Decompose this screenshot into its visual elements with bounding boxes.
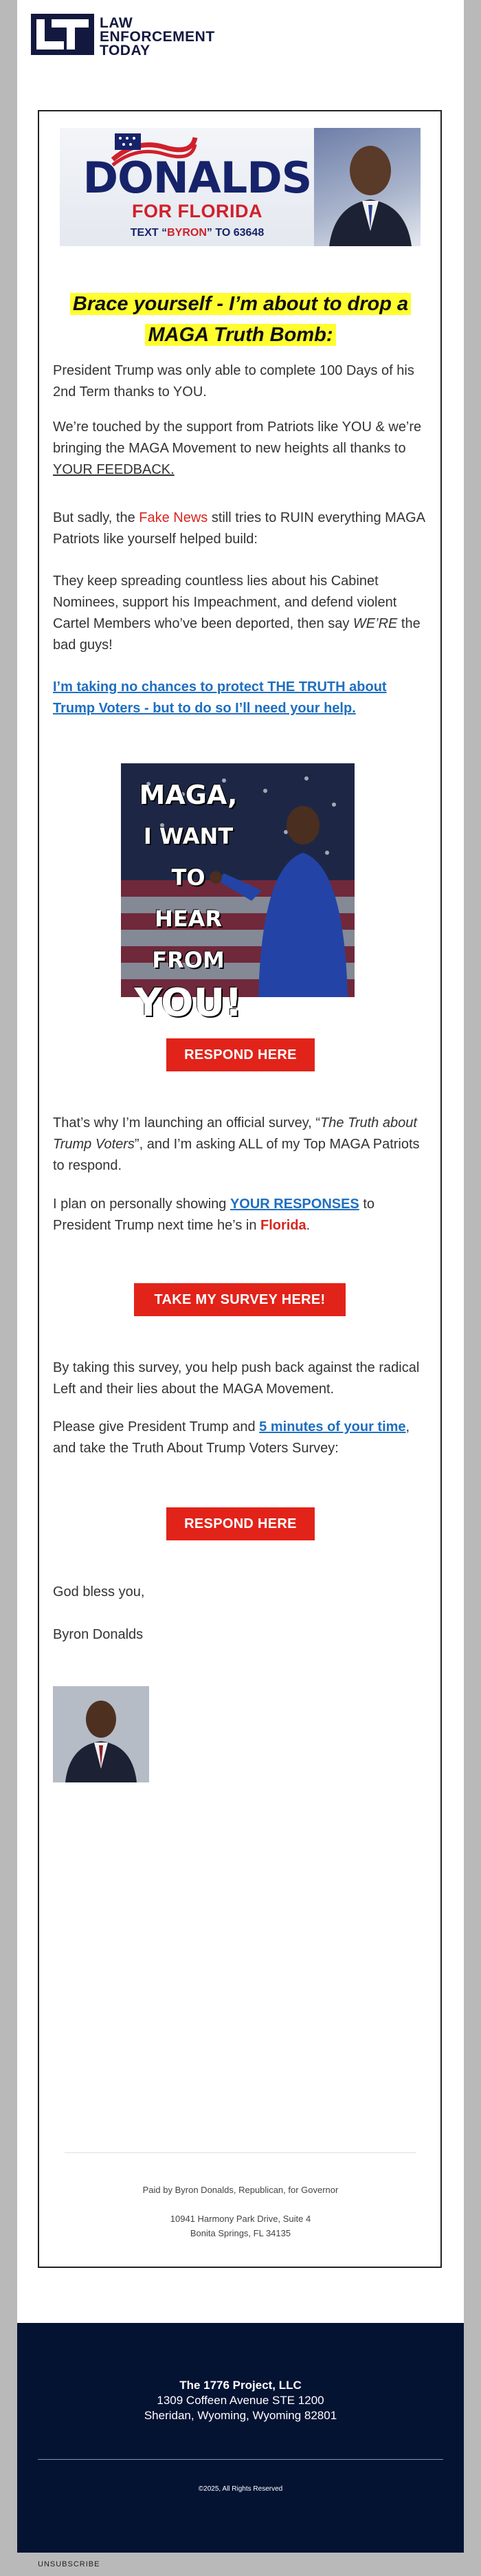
banner-text-keyword: BYRON — [167, 227, 207, 239]
paragraph-3-post: still tries to RUIN everything MAGA Patriots like yourself helped build: — [53, 510, 425, 547]
email-sheet — [17, 0, 464, 2576]
box-address-line-2: Bonita Springs, FL 34135 — [190, 2228, 291, 2238]
unsubscribe-bar — [17, 2553, 464, 2576]
box-address-line-1: 10941 Harmony Park Drive, Suite 4 — [170, 2214, 311, 2224]
paragraph-7-mid: to President Trump next time he’s in — [53, 1197, 375, 1233]
poster-line-4: FROM — [152, 947, 225, 973]
paragraph-6-pre: That’s why I’m launching an official survey, “ — [53, 1115, 321, 1131]
banner-text-cta — [74, 227, 321, 239]
paid-by-text: Paid by Byron Donalds, Republican, for Governor — [142, 2185, 339, 2195]
paragraph-2-text: We’re touched by the support from Patriots like YOU & we’re bringing the MAGA Movement to new heights all thanks to — [53, 419, 422, 456]
person-portrait-icon — [314, 128, 421, 246]
respond-here-button-1[interactable]: RESPOND HERE — [166, 1038, 315, 1071]
respond-here-button-2[interactable]: RESPOND HERE — [166, 1507, 315, 1540]
five-minutes-link[interactable]: 5 minutes of your time — [259, 1419, 406, 1434]
donalds-banner[interactable] — [60, 128, 421, 246]
footer-rule — [38, 2459, 443, 2460]
poster-line-2: I WANT TO — [143, 823, 234, 891]
headline — [53, 289, 428, 351]
byron-donalds-headshot — [53, 1686, 149, 1782]
florida-text: Florida — [260, 1218, 306, 1233]
paragraph-6 — [53, 1113, 428, 1177]
paragraph-8: By taking this survey, you help push back against the radical Left and their lies about the MAGA Movement. — [53, 1360, 420, 1397]
paragraph-7 — [53, 1194, 428, 1236]
unsubscribe-link[interactable]: UNSUBSCRIBE — [38, 2560, 100, 2568]
paragraph-6-post: ”, and I’m asking ALL of my Top MAGA Patriots to respond. — [53, 1137, 420, 1173]
banner-text-prefix: TEXT “ — [130, 227, 168, 239]
paragraph-3 — [53, 507, 428, 550]
org-address-line-1: 1309 Coffeen Avenue STE 1200 — [157, 2394, 324, 2407]
let-logo-mark-icon — [31, 14, 94, 55]
byron-donalds-photo — [314, 128, 421, 246]
fake-news-text: Fake News — [139, 510, 208, 525]
paragraph-9-pre: Please give President Trump and — [53, 1419, 260, 1434]
organization-footer — [17, 2323, 464, 2553]
survey-name-text: The Truth about Trump Voters — [53, 1115, 417, 1152]
paragraph-4-italic: WE’RE — [353, 616, 398, 631]
your-responses-link[interactable]: YOUR RESPONSES — [230, 1197, 359, 1212]
org-address-line-2: Sheridan, Wyoming, Wyoming 82801 — [144, 2409, 337, 2422]
banner-subtitle: FOR FLORIDA — [132, 201, 262, 221]
headline-text: Brace yourself - I’m about to drop a MAGA Truth Bomb: — [70, 293, 411, 346]
org-name: The 1776 Project, LLC — [179, 2379, 302, 2392]
paragraph-7-pre: I plan on personally showing — [53, 1197, 230, 1212]
banner-title: DONALDS — [82, 153, 312, 203]
content-box — [38, 110, 442, 2268]
protect-truth-link[interactable]: I’m taking no chances to protect THE TRUTH about Trump Voters - but to do so I’ll need your help. — [53, 679, 387, 716]
maga-poster-image[interactable] — [121, 763, 355, 1025]
brand-line-2: ENFORCEMENT — [100, 29, 215, 45]
paragraph-4 — [53, 571, 428, 656]
law-enforcement-today-logo[interactable] — [31, 14, 251, 58]
paragraph-3-pre: But sadly, the — [53, 510, 139, 525]
brand-line-1: LAW — [100, 15, 133, 31]
paragraph-7-end: . — [306, 1218, 311, 1233]
copyright-text: ©2025, All Rights Reserved — [198, 2485, 283, 2493]
paragraph-4-pre: They keep spreading countless lies about his Cabinet Nominees, support his Impeachment, and defend violent Cartel Members who’ve been deported, then say — [53, 574, 397, 631]
brand-line-3: TODAY — [100, 43, 150, 58]
paragraph-9-post: , and take the Truth About Trump Voters Survey: — [53, 1419, 410, 1456]
take-survey-button[interactable]: TAKE MY SURVEY HERE! — [134, 1283, 346, 1316]
your-feedback-text: YOUR FEEDBACK. — [53, 462, 175, 477]
brand-name — [100, 17, 258, 58]
paragraph-2 — [53, 417, 428, 481]
paragraph-9 — [53, 1417, 428, 1459]
closing-blessing: God bless you, — [53, 1584, 145, 1600]
headshot-portrait-icon — [53, 1686, 149, 1782]
poster-line-3: HEAR — [154, 906, 223, 932]
banner-text-suffix: ” TO 63648 — [206, 227, 265, 239]
footer-divider — [65, 2152, 416, 2153]
paragraph-1: President Trump was only able to complete 100 Days of his 2nd Term thanks to YOU. — [53, 363, 414, 400]
poster-words — [126, 774, 250, 1026]
paragraph-4-post: the bad guys! — [53, 616, 421, 653]
signature-name: Byron Donalds — [53, 1627, 144, 1642]
poster-line-5: YOU! — [134, 981, 243, 1025]
poster-line-1: MAGA, — [139, 780, 238, 810]
